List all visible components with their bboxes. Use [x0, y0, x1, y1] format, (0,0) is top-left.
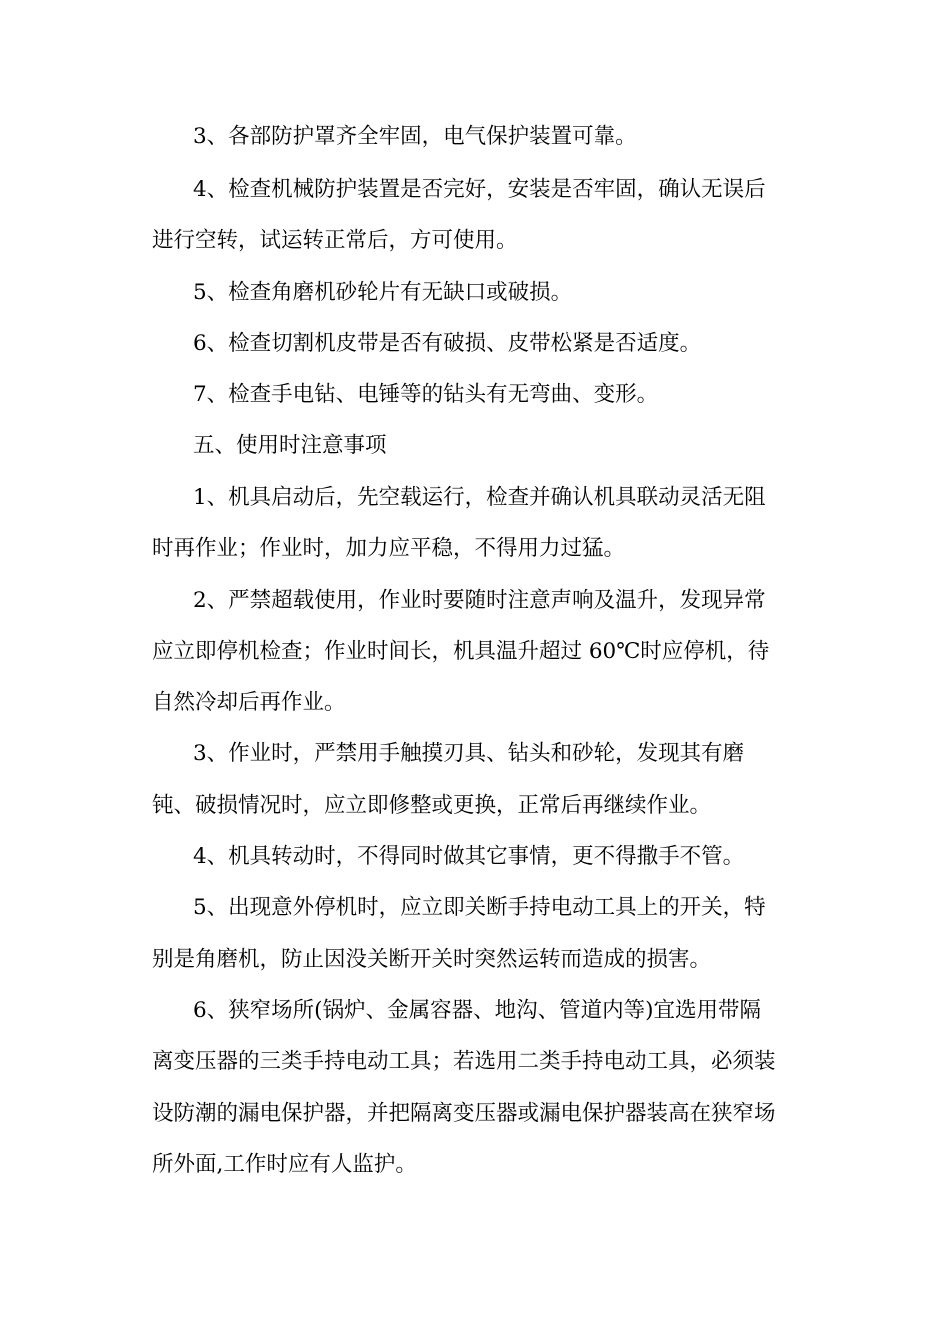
- paragraph-line: 3、作业时，严禁用手触摸刃具、钻头和砂轮，发现其有磨: [193, 741, 745, 766]
- paragraph-line: 7、检查手电钻、电锤等的钻头有无弯曲、变形。: [193, 382, 659, 407]
- paragraph-line: 3、各部防护罩齐全牢固，电气保护装置可靠。: [193, 124, 637, 149]
- paragraph-line: 时再作业；作业时，加力应平稳，不得用力过猛。: [152, 536, 626, 561]
- paragraph-line: 6、检查切割机皮带是否有破损、皮带松紧是否适度。: [193, 331, 702, 356]
- paragraph-line: 进行空转，试运转正常后，方可使用。: [152, 228, 518, 253]
- paragraph-line: 2、严禁超载使用，作业时要随时注意声响及温升，发现异常: [193, 588, 766, 613]
- paragraph-line: 别是角磨机，防止因没关断开关时突然运转而造成的损害。: [152, 947, 712, 972]
- paragraph-line: 自然冷却后再作业。: [152, 690, 346, 715]
- paragraph-line: 5、检查角磨机砂轮片有无缺口或破损。: [193, 280, 573, 305]
- paragraph-line: 1、机具启动后，先空载运行，检查并确认机具联动灵活无阻: [193, 485, 766, 510]
- paragraph-line: 所外面,工作时应有人监护。: [152, 1152, 417, 1177]
- paragraph-line: 离变压器的三类手持电动工具；若选用二类手持电动工具，必须装: [152, 1049, 776, 1074]
- paragraph-line: 6、狭窄场所(锅炉、金属容器、地沟、管道内等)宜选用带隔: [193, 998, 761, 1023]
- paragraph-line: 应立即停机检查；作业时间长，机具温升超过 60℃时应停机，待: [152, 639, 770, 664]
- section-heading: 五、使用时注意事项: [193, 433, 387, 458]
- paragraph-line: 4、检查机械防护装置是否完好，安装是否牢固，确认无误后: [193, 177, 766, 202]
- paragraph-line: 5、出现意外停机时，应立即关断手持电动工具上的开关，特: [193, 895, 766, 920]
- paragraph-line: 4、机具转动时，不得同时做其它事情，更不得撒手不管。: [193, 844, 745, 869]
- paragraph-line: 设防潮的漏电保护器，并把隔离变压器或漏电保护器装高在狭窄场: [152, 1101, 776, 1126]
- paragraph-line: 钝、破损情况时，应立即修整或更换，正常后再继续作业。: [152, 793, 712, 818]
